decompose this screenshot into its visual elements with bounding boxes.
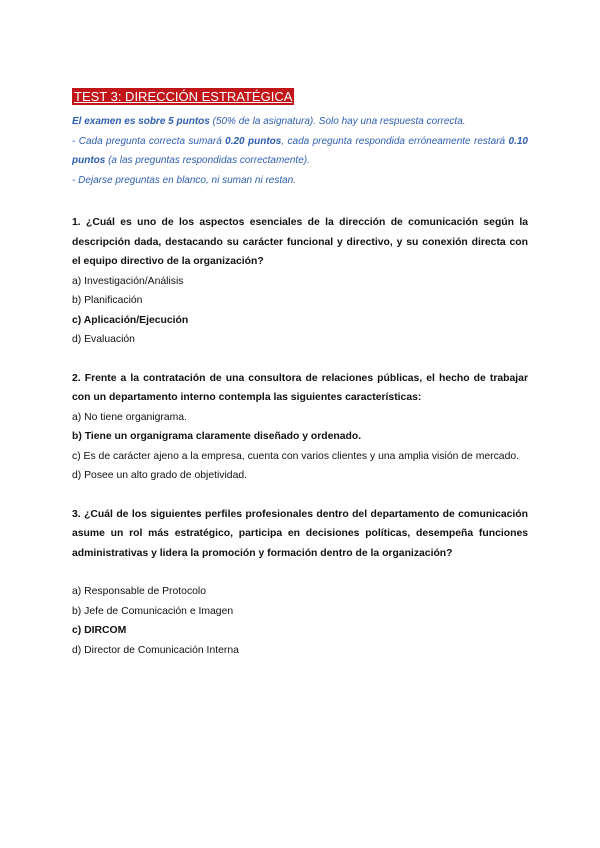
- page-title: TEST 3: DIRECCIÓN ESTRATÉGICA: [74, 89, 293, 104]
- instruction-line-1: [72, 112, 528, 132]
- question-options: [72, 408, 528, 486]
- question-text: 3. ¿Cuál de los siguientes perfiles profesionales dentro del departamento de comunicación asume un rol más estratégico, participa en decisiones políticas, desempeña funciones administrativas y lidera la promoción y formación dentro de la organización?: [72, 508, 528, 559]
- option-d: d) Director de Comunicación Interna: [72, 644, 239, 656]
- option-c: c) Es de carácter ajeno a la empresa, cuenta con varios clientes y una amplia visión de mercado.: [72, 450, 520, 462]
- question-1: [72, 213, 528, 350]
- document-page: [72, 88, 528, 660]
- question-text: 2. Frente a la contratación de una consultora de relaciones públicas, el hecho de trabajar con un departamento interno contempla las siguientes características:: [72, 372, 528, 403]
- instruction-wrong-suffix: (a las preguntas respondidas correctamente).: [105, 155, 310, 166]
- option-a: a) Investigación/Análisis: [72, 275, 184, 287]
- question-options: [72, 272, 528, 350]
- instruction-correct-points: 0.20 puntos: [225, 135, 282, 147]
- instruction-wrong-points: 0.10 puntos: [72, 135, 528, 166]
- instruction-correct-prefix: - Cada pregunta correcta sumará: [72, 135, 226, 147]
- option-d: d) Evaluación: [72, 334, 135, 345]
- option-b: b) Jefe de Comunicación e Imagen: [72, 605, 234, 617]
- instruction-line-2: [72, 132, 528, 171]
- option-c-correct: c) DIRCOM: [72, 625, 127, 636]
- question-2: [72, 369, 528, 486]
- option-c-correct: c) Aplicación/Ejecución: [72, 314, 189, 326]
- instruction-wrong-prefix: , cada pregunta respondida erróneamente restará: [281, 135, 509, 147]
- question-text: 1. ¿Cuál es uno de los aspectos esenciales de la dirección de comunicación según la descripción dada, destacando su carácter funcional y directivo, y su conexión directa con el equipo directivo de la organización?: [72, 217, 528, 267]
- instruction-line-3: - Dejarse preguntas en blanco, ni suman ni restan.: [72, 174, 297, 186]
- option-b-correct: b) Tiene un organigrama claramente diseñado y ordenado.: [72, 431, 362, 442]
- question-3: [72, 505, 528, 661]
- option-a: a) Responsable de Protocolo: [72, 586, 207, 597]
- option-d: d) Posee un alto grado de objetividad.: [72, 470, 248, 481]
- instruction-weight: (50% de la asignatura). Solo hay una respuesta correcta.: [209, 116, 466, 127]
- exam-instructions: [72, 112, 528, 190]
- option-b: b) Planificación: [72, 295, 143, 306]
- option-a: a) No tiene organigrama.: [72, 411, 187, 423]
- instruction-total-points: El examen es sobre 5 puntos: [72, 116, 210, 127]
- question-options: [72, 582, 528, 660]
